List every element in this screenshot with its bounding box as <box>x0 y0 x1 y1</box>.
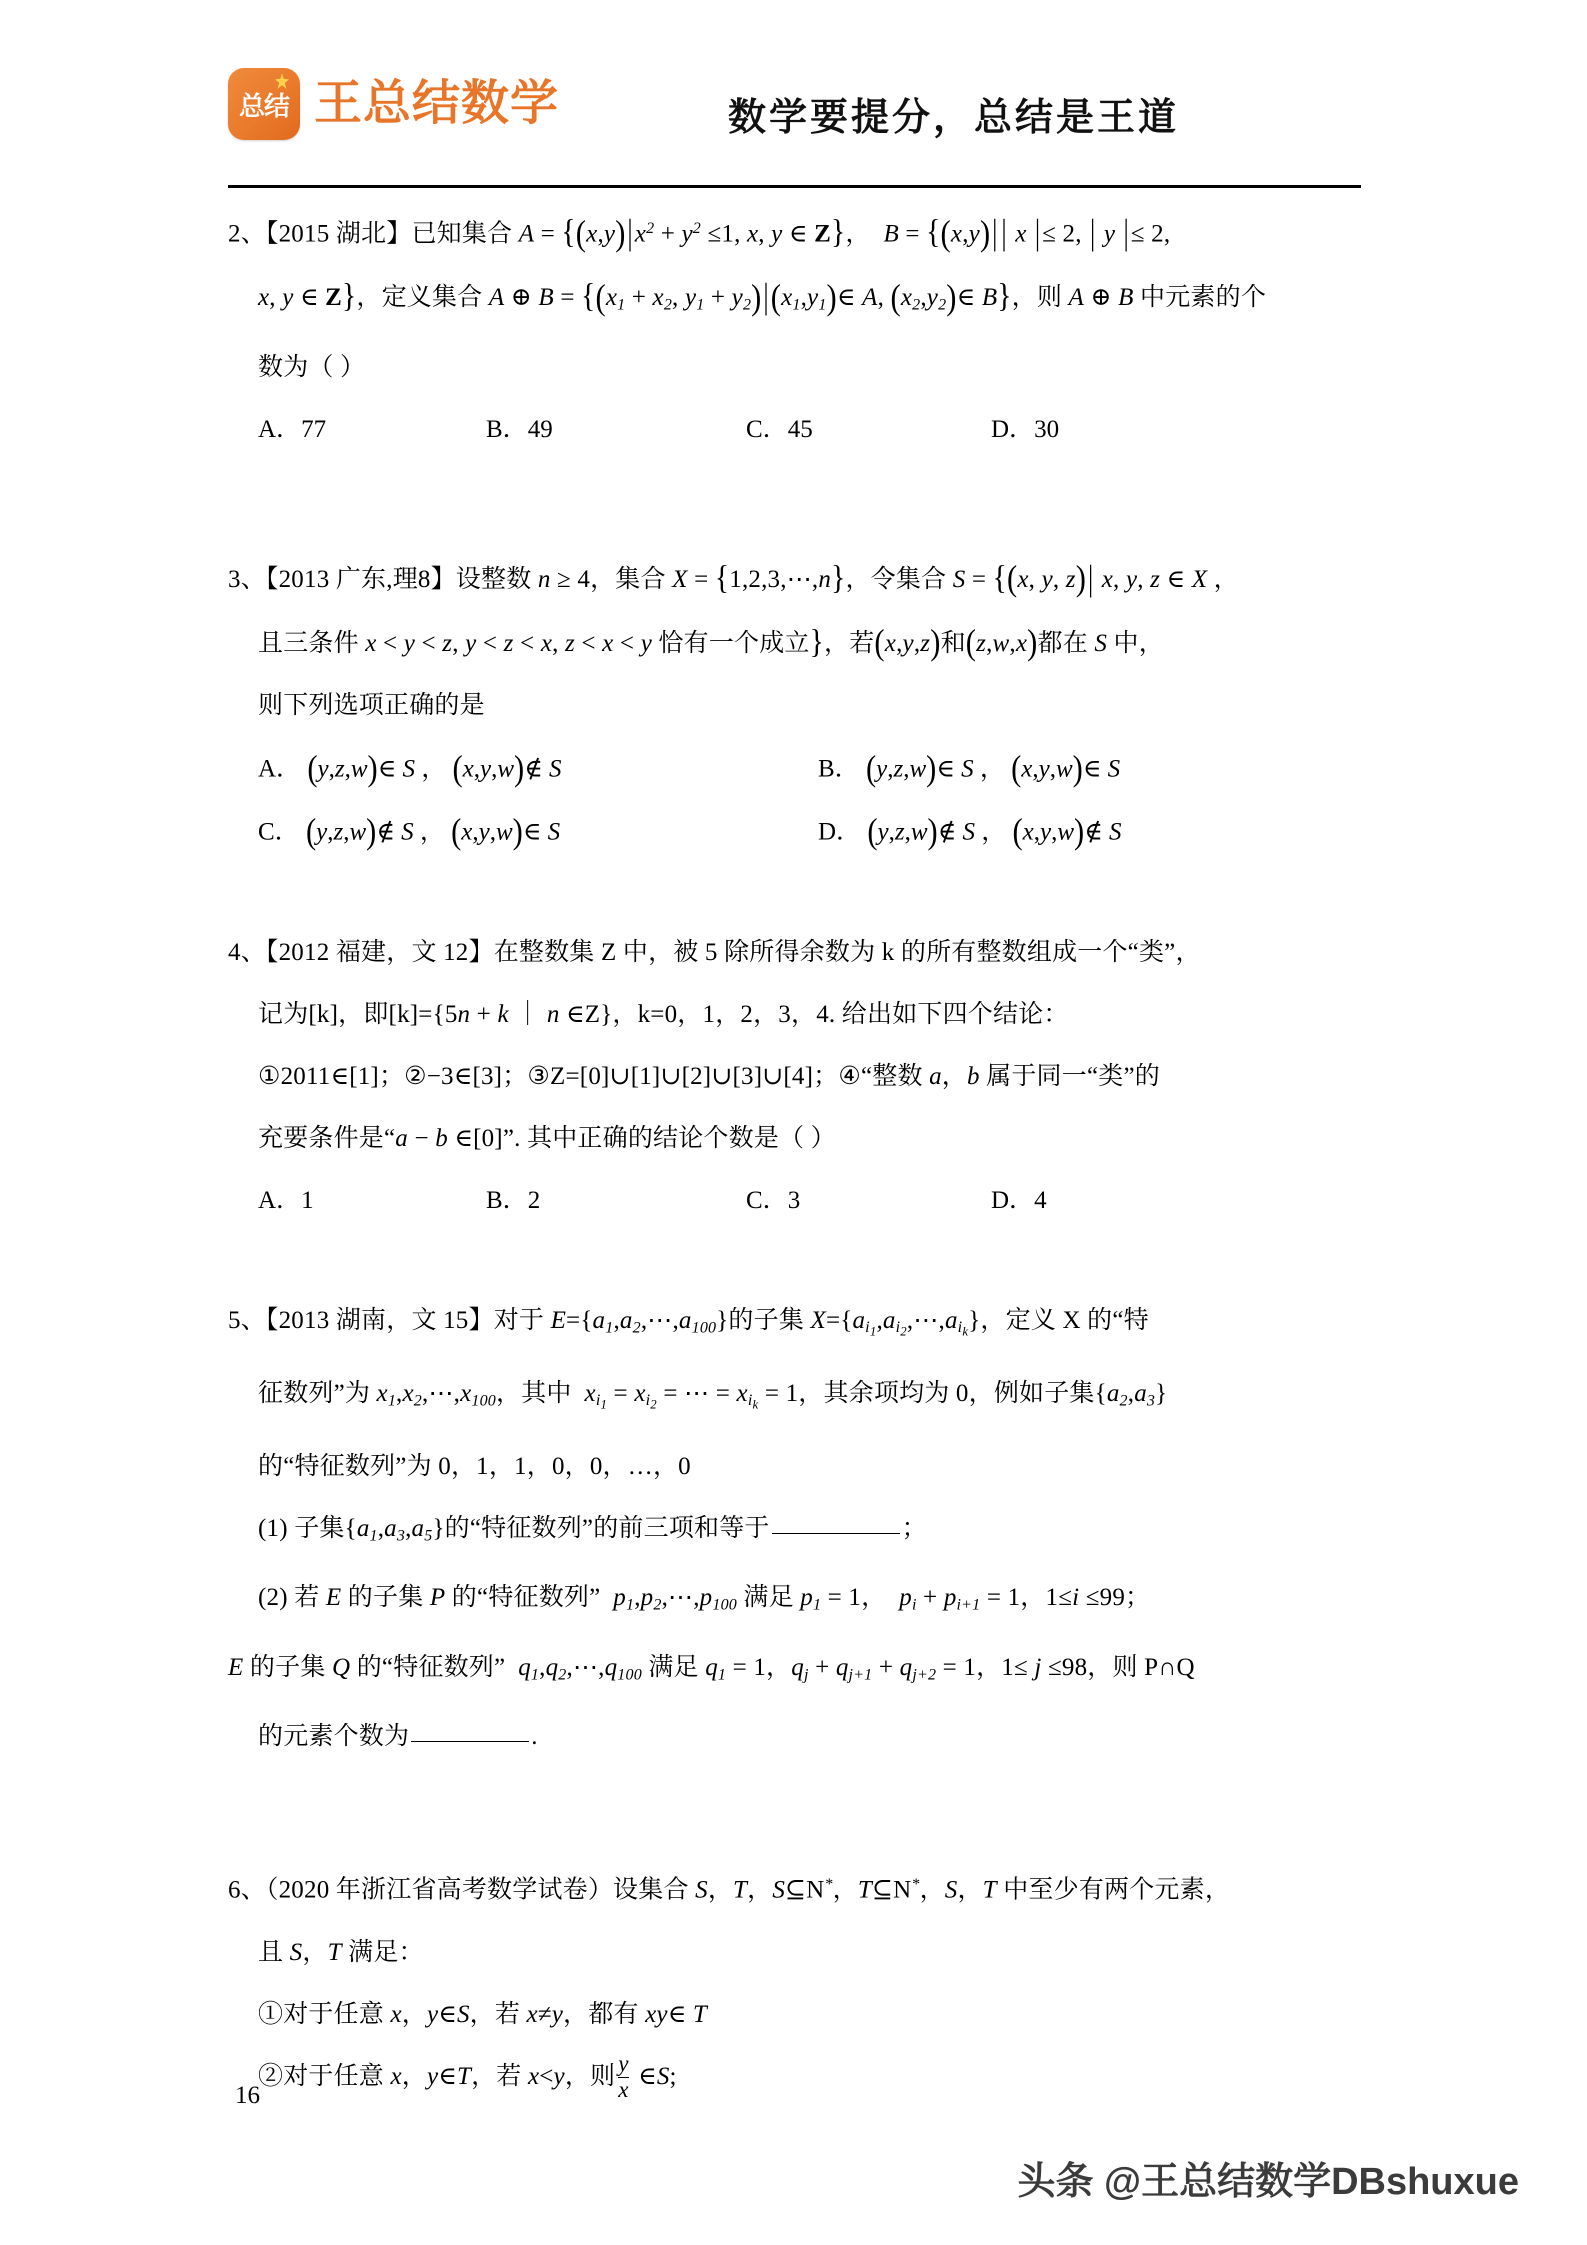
question-5-stem-line-3: 的“特征数列”为 0，1，1，0，0，…，0 <box>258 1452 691 1480</box>
logo-badge-text: 总结 <box>238 91 289 121</box>
spacer <box>228 1768 1378 1854</box>
question-2-stem-line-3: 数为（ ） <box>258 353 366 381</box>
brand-name: 王总结数学 <box>314 77 560 130</box>
question-2-stem-line-1: 2、【2015 湖北】已知集合 $A = \{(x,y)|x^2 + y^2 \le 1$, x, y ∈ Z}， B = {(x,y)| | x |≤ 2, | y |≤ 2, <box>228 212 1171 254</box>
question-4-stem-line-3: ①2011∈[1]；②−3∈[3]；③Z=[0]∪[1]∪[2]∪[3]∪[4]；④“整数 a，b 属于同一“类”的 <box>258 1062 1160 1090</box>
question-2-stem-line-2: x, y ∈ Z}，定义集合 A ⊕ $B = \{(x_1 + x_2$, $y_1$ + $y_2)|(x_1,y_1)\in$ A, $(x_2,y_2)\in$ B}，则 A ⊕ B 中元素的个 <box>258 276 1267 318</box>
option-c-label: C． <box>746 1186 788 1214</box>
option-a-label: A． <box>258 1186 302 1214</box>
option-c-label: C． <box>746 415 788 443</box>
logo-badge-icon <box>228 68 300 140</box>
option-a-label: A． <box>258 755 302 783</box>
option-d[interactable] <box>991 399 1059 461</box>
option-b-label: B． <box>486 1186 528 1214</box>
spark-icon <box>275 73 289 89</box>
answer-blank-2[interactable] <box>411 1740 529 1742</box>
question-3-stem-line-1: 3、【2013 广东,理8】设整数 n ≥ 4，集合 X = {1,2,3,⋯,n}，令集合 S = {(x, y, z)| x, y, z ∈ X ， <box>228 558 1239 599</box>
option-a[interactable] <box>258 399 486 461</box>
question-2 <box>228 198 1378 461</box>
watermark: 头条 @王总结数学DBshuxue <box>1017 2161 1519 2203</box>
option-d-label: D． <box>991 415 1035 443</box>
question-3-options-row-2 <box>228 800 1378 863</box>
header-tagline: 数学要提分，总结是王道 <box>728 97 1180 139</box>
question-5-sub-2-cont: E 的子集 Q 的“特征数列” $q_1,q_2,\cdots,q_{100}$ 满足 $q_1 = 1$，$q_j + q_{j+1} + q_{j+2} = 1$，1≤ j ≤98，则 P∩Q <box>228 1653 1195 1684</box>
option-d-label: D． <box>991 1186 1035 1214</box>
option-c-text: 45 <box>787 415 813 443</box>
spacer <box>228 864 1378 922</box>
spacer <box>228 461 1378 547</box>
option-a[interactable] <box>258 1170 486 1232</box>
brand-logo <box>228 68 559 140</box>
question-5-sub-1: (1) 子集$\{a_1,a_3,a_5\}$的“特征数列”的前三项和等于 ； <box>258 1514 927 1545</box>
option-c[interactable] <box>746 399 991 461</box>
option-b-label: B． <box>486 415 528 443</box>
option-c[interactable] <box>746 1170 991 1232</box>
option-d-text: 4 <box>1034 1186 1047 1214</box>
page-number: 16 <box>235 2082 260 2109</box>
question-5-stem-line-2: 征数列”为 $x_1,x_2,\cdots,x_{100}$，其中 $x_{i_1} = x_{i_2}$ = ⋯ = $x_{i_k} = 1$，其余项均为 0，例如子集$\{a_2,a_3\}$ <box>258 1379 1168 1412</box>
question-5 <box>228 1290 1378 1769</box>
document-body <box>228 198 1378 2108</box>
spacer <box>228 1232 1378 1290</box>
answer-blank-1[interactable] <box>772 1532 900 1534</box>
question-6 <box>228 1854 1378 2107</box>
header-divider <box>228 185 1361 188</box>
question-3-stem-line-3: 则下列选项正确的是 <box>258 691 485 719</box>
option-d[interactable] <box>991 1170 1047 1232</box>
question-4-stem-line-2: 记为[k]，即[k]={5n + k ｜ n ∈Z}，k=0，1，2，3，4. 给出如下四个结论： <box>258 1000 1069 1028</box>
question-4-options <box>228 1170 1378 1232</box>
question-5-sub-2-end: 的元素个数为 . <box>258 1723 538 1751</box>
option-d-text: 30 <box>1034 415 1060 443</box>
option-b[interactable]: B． (y,z,w)∈ S ， (x,y,w)∈ S <box>818 747 1121 788</box>
question-6-condition-1: ①对于任意 x，y∈S，若 x≠y，都有 xy∈ T <box>258 2000 707 2028</box>
option-c-text: 3 <box>787 1186 801 1214</box>
question-3-options-row-1 <box>228 737 1378 800</box>
question-3 <box>228 547 1378 864</box>
option-b-label: B． <box>818 755 860 783</box>
question-4-stem-line-1: 4、【2012 福建，文 12】在整数集 Z 中，被 5 除所得余数为 k 的所有整数组成一个“类”， <box>228 938 1201 966</box>
question-4 <box>228 922 1378 1232</box>
option-b-text: 2 <box>527 1186 541 1214</box>
option-b[interactable] <box>486 399 746 461</box>
question-6-stem-line-1: 6、（2020 年浙江省高考数学试卷）设集合 S，T，S⊆N*，T⊆N*，S，T 中至少有两个元素， <box>228 1876 1231 1904</box>
option-d-label: D． <box>818 818 862 846</box>
question-3-stem-line-2: 且三条件 x < y < z, y < z < x, z < x < y 恰有一个成立}，若(x,y,z)和(z,w,x)都在 S 中， <box>258 622 1164 663</box>
option-a-text: 1 <box>301 1186 314 1214</box>
question-2-options <box>228 399 1378 461</box>
question-4-stem-line-4: 充要条件是“a − b ∈[0]”. 其中正确的结论个数是（ ） <box>258 1124 836 1152</box>
option-a-label: A． <box>258 415 302 443</box>
question-5-stem-line-1: 5、【2013 湖南，文 15】对于 $E=\{a_1,a_2,\cdots,a_{100}\}$的子集 $X=\{a_{i_1},a_{i_2},\cdots,a_{i_k}\}$，定义 X 的“特 <box>228 1306 1149 1339</box>
option-c[interactable]: C． (y,z,w)∉ S ， (x,y,w)∈ S <box>258 811 561 852</box>
option-d[interactable]: D． (y,z,w)∉ S ， (x,y,w)∉ S <box>818 811 1122 852</box>
option-a-text: 77 <box>301 415 327 443</box>
option-b-text: 49 <box>527 415 553 443</box>
page-header <box>228 60 1360 170</box>
option-a[interactable]: A． (y,z,w)∈ S ， (x,y,w)∉ S <box>258 747 562 788</box>
option-b[interactable] <box>486 1170 746 1232</box>
option-c-label: C． <box>258 818 300 846</box>
question-6-stem-line-2: 且 S，T 满足： <box>258 1938 424 1966</box>
question-5-sub-2: (2) 若 E 的子集 P 的“特征数列” $p_1,p_2,\cdots,p_{100}$ 满足 $p_1 = 1$， $p_i + p_{i+1} = 1$，1≤i ≤99； <box>258 1584 1151 1614</box>
question-6-condition-2: ②对于任意 x，y∈T，若 x<y，则 $\frac{y}{x}$ ∈S; <box>258 2051 677 2102</box>
